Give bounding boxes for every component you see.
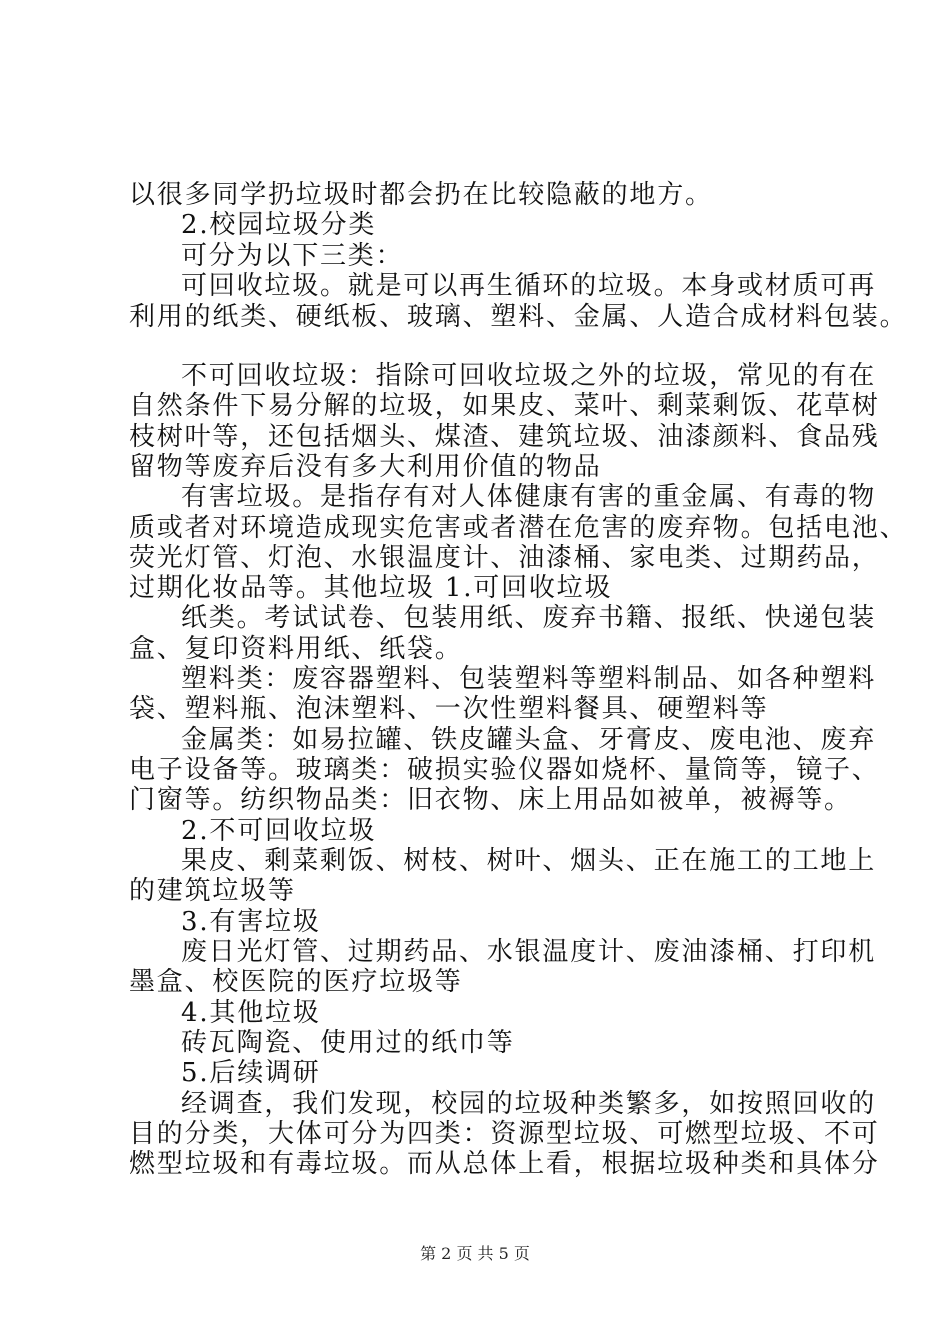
page-footer: 第 2 页 共 5 页 [420, 1244, 530, 1263]
body-text-line: 枝树叶等，还包括烟头、煤渣、建筑垃圾、油漆颜料、食品残 [129, 422, 880, 452]
body-text-line: 过期化妆品等。其他垃圾 1.可回收垃圾 [129, 573, 613, 603]
body-text-line: 金属类：如易拉罐、铁皮罐头盒、牙膏皮、废电池、废弃 [181, 725, 877, 755]
section-heading: 2.不可回收垃圾 [181, 816, 377, 846]
body-text-line: 塑料类：废容器塑料、包装塑料等塑料制品、如各种塑料 [181, 664, 877, 694]
body-text-line: 纸类。考试试卷、包装用纸、废弃书籍、报纸、快递包装 [181, 603, 877, 633]
body-text-line: 荧光灯管、灯泡、水银温度计、油漆桶、家电类、过期药品， [129, 543, 880, 573]
body-text-line: 的建筑垃圾等 [129, 876, 296, 906]
body-text-line: 不可回收垃圾：指除可回收垃圾之外的垃圾，常见的有在 [181, 361, 877, 391]
body-text-line: 可分为以下三类： [181, 241, 404, 271]
body-text-line: 经调查，我们发现，校园的垃圾种类繁多，如按照回收的 [181, 1089, 877, 1119]
body-text-line: 以很多同学扔垃圾时都会扔在比较隐蔽的地方。 [129, 180, 713, 210]
body-text-line: 可回收垃圾。就是可以再生循环的垃圾。本身或材质可再 [181, 271, 877, 301]
section-heading: 3.有害垃圾 [181, 907, 321, 937]
section-heading: 2.校园垃圾分类 [181, 210, 377, 240]
body-text-line: 质或者对环境造成现实危害或者潜在危害的废弃物。包括电池、 [129, 513, 908, 543]
body-text-line: 袋、塑料瓶、泡沫塑料、一次性塑料餐具、硬塑料等 [129, 694, 769, 724]
body-text-line: 废日光灯管、过期药品、水银温度计、废油漆桶、打印机 [181, 937, 877, 967]
body-text-line: 果皮、剩菜剩饭、树枝、树叶、烟头、正在施工的工地上 [181, 846, 877, 876]
body-text-line: 墨盒、校医院的医疗垃圾等 [129, 967, 463, 997]
section-heading: 5.后续调研 [181, 1058, 321, 1088]
body-text-line: 利用的纸类、硬纸板、玻璃、塑料、金属、人造合成材料包装。 [129, 302, 908, 332]
body-text-line: 燃型垃圾和有毒垃圾。而从总体上看，根据垃圾种类和具体分 [129, 1149, 880, 1179]
body-text-line: 留物等废弃后没有多大利用价值的物品 [129, 452, 602, 482]
section-heading: 4.其他垃圾 [181, 998, 321, 1028]
body-text-line: 门窗等。纺织物品类：旧衣物、床上用品如被单，被褥等。 [129, 785, 852, 815]
body-text-line: 目的分类，大体可分为四类：资源型垃圾、可燃型垃圾、不可 [129, 1119, 880, 1149]
body-text-line: 砖瓦陶瓷、使用过的纸巾等 [181, 1028, 515, 1058]
body-text-line: 盒、复印资料用纸、纸袋。 [129, 634, 463, 664]
body-text-line: 电子设备等。玻璃类：破损实验仪器如烧杯、量筒等，镜子、 [129, 755, 880, 785]
body-text-line: 自然条件下易分解的垃圾，如果皮、菜叶、剩菜剩饭、花草树 [129, 391, 880, 421]
body-text-line: 有害垃圾。是指存有对人体健康有害的重金属、有毒的物 [181, 482, 877, 512]
